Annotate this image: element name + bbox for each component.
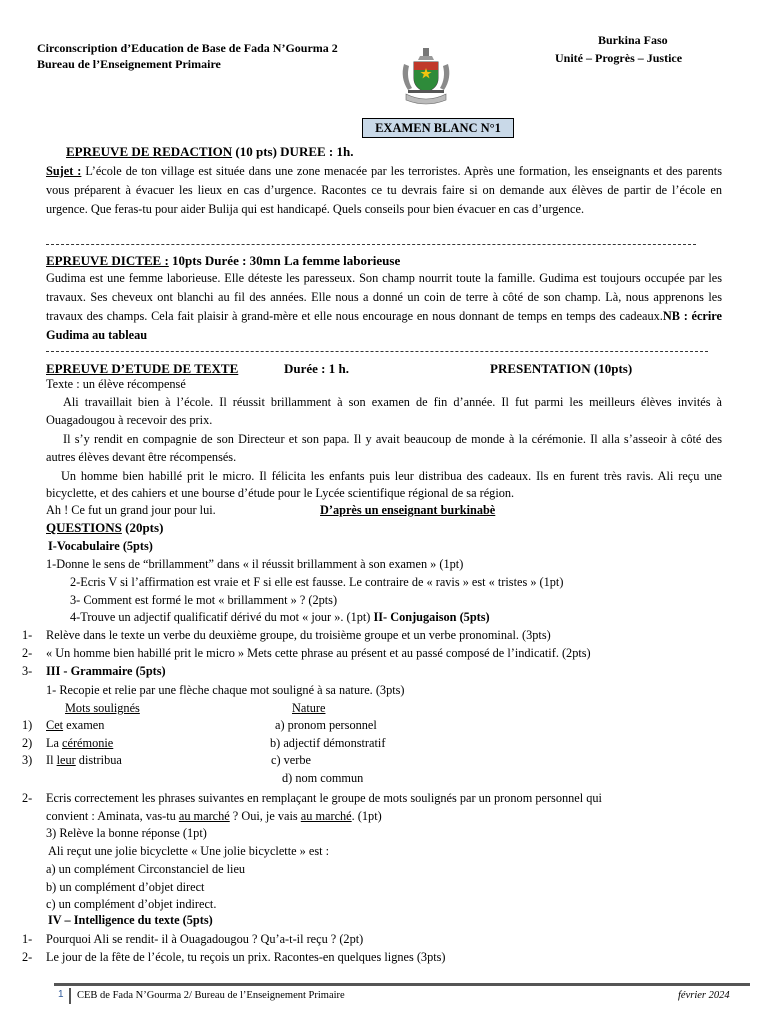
word-1: Cet examen	[46, 718, 105, 732]
text-paragraph-1: Ali travaillait bien à l’école. Il réussit brillamment à son examen de fin d’année. Il fut parmi les meilleurs élèves invités à Ouagadougou à recevoir des prix.	[46, 395, 722, 427]
vocab-q1: 1-Donne le sens de “brillamment” dans « il réussit brillamment à son examen » (1pt)	[46, 557, 464, 571]
gram-q2-num: 2-	[22, 791, 33, 805]
questions-title: QUESTIONS	[46, 520, 122, 535]
footer-text: CEB de Fada N’Gourma 2/ Bureau de l’Enseignement Primaire	[77, 990, 345, 1001]
intel-q2: Le jour de la fête de l’école, tu reçois un prix. Racontes-en quelques lignes (3pts)	[46, 950, 446, 964]
gram-q2-line2: convient : Aminata, vas-tu au marché ? Oui, je vais au marché. (1pt)	[46, 809, 382, 823]
subject-label: Sujet :	[46, 164, 82, 178]
dictee-title: EPREUVE DICTEE :	[46, 253, 169, 268]
vocab-q2: 2-Ecris V si l’affirmation est vraie et F si elle est fausse. Le contraire de « ravis » est « tristes » (1pt)	[70, 575, 564, 589]
gram-q3-option-a: a) un complément Circonstanciel de lieu	[46, 862, 246, 876]
conj-q1: Relève dans le texte un verbe du deuxième groupe, du troisième groupe et un verbe pronominal. (3pts)	[46, 628, 551, 642]
nature-a: a) pronom personnel	[275, 718, 377, 732]
gram-q1: 1- Recopie et relie par une flèche chaque mot souligné à sa nature. (3pts)	[46, 683, 405, 697]
vocab-q4: 4-Trouve un adjectif qualificatif dérivé du mot « jour ». (1pt)	[70, 610, 374, 624]
word-2-underlined: cérémonie	[62, 736, 114, 750]
intel-q2-num: 2-	[22, 950, 33, 964]
header-country: Burkina Faso	[598, 33, 668, 47]
word-1-underlined: Cet	[46, 718, 64, 732]
gram-q2-line1: Ecris correctement les phrases suivantes en remplaçant le groupe de mots soulignés par un pronom personnel qui	[46, 791, 602, 805]
conj-q2: « Un homme bien habillé prit le micro » Mets cette phrase au présent et au passé composé de l’indicatif. (2pts)	[46, 646, 591, 660]
intelligence-title: IV – Intelligence du texte (5pts)	[48, 913, 213, 927]
word-3: Il leur distribua	[46, 753, 122, 767]
text-paragraph-4: Ah ! Ce fut un grand jour pour lui.	[46, 503, 216, 517]
word-2: La cérémonie	[46, 736, 114, 750]
etude-duration: Durée : 1 h.	[284, 361, 349, 376]
text-paragraph-3: Un homme bien habillé prit le micro. Il félicita les enfants puis leur distribua des cadeaux. Ils en furent très ravis. Ali reçu une bicyclette, et des cahiers et une bourse d’étude pour le Lycée scientifique régional de sa région.	[46, 469, 722, 500]
questions-points: (20pts)	[121, 520, 164, 535]
gram-q3-option-b: b) un complément d’objet direct	[46, 880, 205, 894]
exam-title: EXAMEN BLANC N°1	[362, 118, 514, 138]
word-3-underlined: leur	[56, 753, 76, 767]
nature-c: c) verbe	[271, 753, 311, 767]
questions-heading	[46, 520, 163, 536]
coat-of-arms-icon	[398, 44, 454, 108]
col-mots-soulignes: Mots soulignés	[65, 701, 140, 715]
presentation-points: PRESENTATION (10pts)	[490, 361, 633, 376]
intel-q1: Pourquoi Ali se rendit- il à Ouagadougou ? Qu’a-t-il reçu ? (2pt)	[46, 932, 364, 946]
footer-divider	[69, 988, 71, 1004]
gram-num: 3-	[22, 664, 33, 678]
header-motto: Unité – Progrès – Justice	[555, 51, 683, 65]
footer-date: février 2024	[678, 990, 730, 1001]
dictee-body: Gudima est une femme laborieuse. Elle déteste les paresseux. Son champ nourrit toute la famille. Gudima est toujours occupée par les travaux. Ses cheveux ont blanchi au fil des années. Elle nous a donné un coin de terre à côté de son champ. Là, nous apprenons les travaux des champs. Cela fait plaisir à grand-mère et elle nous encourage en nous donnant de temps en temps des cadeaux.	[46, 271, 722, 323]
header-bureau: Bureau de l’Enseignement Primaire	[37, 57, 221, 71]
page-number: 1	[58, 989, 64, 1000]
dictee-nb: NB : écrire Gudima au tableau	[46, 309, 723, 342]
vocab-q3: 3- Comment est formé le mot « brillamment » ? (2pts)	[70, 593, 338, 607]
redaction-title: EPREUVE DE REDACTION	[66, 144, 233, 159]
dictee-meta: 10pts Durée : 30mn La femme laborieuse	[168, 253, 401, 268]
nature-b: b) adjectif démonstratif	[270, 736, 386, 750]
vocab-q4-line	[70, 610, 490, 625]
gram-q3: 3) Relève la bonne réponse (1pt)	[46, 826, 207, 840]
text-source: D’après un enseignant burkinabè	[320, 503, 496, 517]
word-2-num: 2)	[22, 736, 33, 750]
conj-q2-num: 2-	[22, 646, 33, 660]
word-3-num: 3)	[22, 753, 33, 767]
conjugaison-title: II- Conjugaison (5pts)	[373, 610, 490, 624]
redaction-meta: (10 pts) DUREE : 1h.	[232, 144, 354, 159]
text-title: Texte : un élève récompensé	[46, 377, 186, 391]
gram-q3-option-c: c) un complément d’objet indirect.	[46, 897, 217, 911]
nature-d: d) nom commun	[282, 771, 364, 785]
text-paragraph-2: Il s’y rendit en compagnie de son Directeur et son papa. Il y avait beaucoup de monde à la cérémonie. Il alla s’asseoir à côté des autres élèves devant être récompensés.	[46, 432, 722, 464]
dictee-heading	[46, 253, 400, 269]
vocab-title: I-Vocabulaire (5pts)	[48, 539, 153, 553]
intel-q1-num: 1-	[22, 932, 33, 946]
gram-q3-sentence: Ali reçut une jolie bicyclette « Une jolie bicyclette » est :	[48, 844, 330, 858]
word-1-num: 1)	[22, 718, 33, 732]
grammaire-title: III - Grammaire (5pts)	[46, 664, 166, 678]
header-circonscription: Circonscription d’Education de Base de Fada N’Gourma 2	[37, 41, 338, 55]
etude-title: EPREUVE D’ETUDE DE TEXTE	[46, 361, 239, 376]
separator-2	[46, 351, 708, 352]
separator-1	[46, 244, 696, 245]
dictee-text	[46, 269, 722, 345]
subject-text: L’école de ton village est située dans une zone menacée par les terroristes. Après une formation, les enseignants et des parents vous préparent à évacuer les lieux en cas d’urgence. Racontes ce tu devrais faire si on demande aux élèves de partir de l’école en urgence. Que feras-tu pour aider Bulija qui est handicapé. Quels conseils pour bien évacuer en cas d’urgence.	[46, 164, 723, 216]
conj-q1-num: 1-	[22, 628, 33, 642]
redaction-subject	[46, 162, 722, 219]
footer-rule	[54, 983, 750, 986]
col-nature: Nature	[292, 701, 326, 715]
redaction-heading	[66, 144, 353, 160]
